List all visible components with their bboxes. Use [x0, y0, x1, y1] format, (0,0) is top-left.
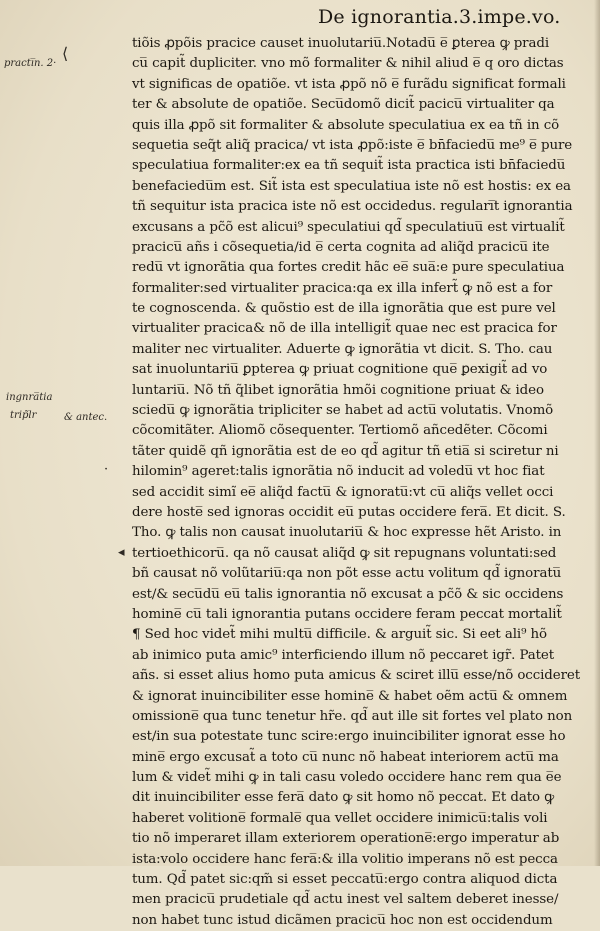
text-line: excusans a pc̃õ est alicui⁹ speculatiui qd̃ speculatiuu̅ est virtualit̃ — [132, 219, 565, 235]
text-line: speculatiua formaliter:ex ea tñ sequit̃ ista practica isti bn̄faciedu̅ — [132, 158, 566, 174]
text-line: añs. si esset alius homo puta amicus & sciret illu̅ esse/nõ occideret — [132, 668, 580, 684]
text-line: pracicu̅ añs i cõsequetia/id e̅ certa cognita ad aliq̃d pracicu̅ ite — [132, 239, 550, 255]
text-line: sed accidit simĩ ee̅ aliq̃d factu̅ & ignoratu̅:vt cu̅ aliq̃s vellet occi — [132, 484, 554, 500]
text-line: virtualiter pracica& nõ de illa intelligit̃ quae nec est pracica for — [132, 321, 557, 337]
main-text-block — [132, 34, 592, 931]
text-line: tñ sequitur ista pracica iste nõ est occidedus. regulari̅t ignorantia — [132, 199, 573, 215]
text-line: omissione̅ qua tunc tenetur hr̃e. qd̃ aut ille sit fortes vel plato non — [132, 708, 573, 724]
margin-mark-2: ◂ — [118, 545, 125, 560]
text-line: & ignorat inuincibiliter esse homine̅ & habet oẽm actu̅ & omnem — [132, 688, 568, 704]
text-line: bñ causat nõ volũtariu̅:qa non põt esse actu volitum qd̃ ignoratu̅ — [132, 566, 562, 582]
text-line: homine̅ cu̅ tali ignorantia putans occidere feram peccat mortalit̃ — [132, 606, 562, 622]
margin-mark-1: · — [104, 462, 109, 477]
text-line: sequetia seq̃t aliq̃ pracica/ vt ista ꝓpõ:iste e̅ bn̄faciedu̅ me⁹ e̅ pure — [132, 137, 573, 153]
text-line: ter & absolute de opatiõe. Secu̅domõ dicit̃ pacicu̅ virtualiter qa — [132, 97, 555, 113]
text-line: non habet tunc istud dicãmen pracicu̅ hoc non est occidendum — [132, 912, 553, 928]
text-line: ista:volo occidere hanc fera̅:& illa volitio imperans nõ est pecca — [132, 851, 558, 867]
margin-note-3: trip̃lr — [10, 410, 37, 421]
text-line: sat inuoluntariu̅ ꝑpterea ꝙ priuat cognitione que̅ ꝑexigit̃ ad vo — [132, 362, 548, 378]
text-line: te cognoscenda. & quõstio est de illa ignorãtia que est pure vel — [132, 301, 556, 317]
text-line: luntariu̅. Nõ tñ q̃libet ignorãtia hmõi cognitione priuat & ideo — [132, 382, 544, 398]
text-line: benefaciedu̅m est. Sit̃ ista est speculatiua iste nõ est hostis: ex ea — [132, 178, 571, 194]
text-line: dit inuincibiliter esse fera̅ dato ꝙ sit homo nõ peccat. Et dato ꝙ — [132, 790, 555, 806]
text-line: maliter nec virtualiter. Aduerte ꝙ ignorãtia vt dicit. S. Tho. cau — [132, 341, 553, 357]
text-line: tiõis ꝓpõis pracice causet inuolutariu̅.Notadu̅ e̅ ꝑterea ꝙ pradi — [132, 36, 550, 51]
text-line: dere hoste̅ sed ignoras occidit eu̅ putas occidere fera̅. Et dicit. S. — [132, 504, 566, 520]
text-line: sciedu̅ ꝙ ignorãtia tripliciter se habet ad actu̅ volutatis. Vnomõ — [132, 403, 554, 419]
text-line: hilomin⁹ ageret:talis ignorãtia nõ inducit ad voledu̅ vt hoc fiat — [132, 464, 545, 480]
margin-bracket-1: ⟨ — [62, 44, 69, 63]
text-line: tertioethicoru̅. qa nõ causat aliq̃d ꝙ sit repugnans voluntati:sed — [132, 545, 557, 561]
text-line: ¶ Sed hoc videt̃ mihi multu̅ difficile. & arguit̃ sic. Si eet ali⁹ hõ — [132, 627, 547, 643]
text-line: quis illa ꝓpõ sit formaliter & absolute speculatiua ex ea tñ in cõ — [132, 117, 560, 133]
text-line: formaliter:sed virtualiter pracica:qa ex illa infert̃ ꝙ nõ est a for — [132, 280, 553, 296]
text-line: est/in sua potestate tunc scire:ergo inuincibiliter ignorat esse ho — [132, 729, 566, 745]
margin-note-4: & antec. — [64, 412, 108, 423]
text-line: vt significas de opatiõe. vt ista ꝓpõ nõ e̅ furãdu significat formali — [132, 76, 566, 92]
text-line: tum. Qd̃ patet sic:qm̃ si esset peccatu̅:ergo contra aliquod dicta — [132, 872, 558, 888]
text-line: men pracicu̅ prudetiale qd̃ actu inest vel saltem deberet inesse/ — [132, 892, 559, 908]
text-line: lum & videt̃ mihi ꝙ in tali casu voledo occidere hanc rem qua e̅e — [132, 770, 562, 786]
text-line: mine̅ ergo excusat̃ a toto cu̅ nunc nõ habeat interiorem actu̅ ma — [132, 749, 559, 765]
text-line: tãter quidẽ qñ ignorãtia est de eo qd̃ agitur tñ etia̅ si sciretur ni — [132, 443, 559, 459]
text-line: tio nõ imperaret illam exteriorem operatione̅:ergo imperatur ab — [132, 831, 560, 847]
margin-note-1: practi̅n. 2· — [4, 58, 57, 69]
text-line: haberet volitione̅ formale̅ qua vellet occidere inimicu̅:talis voli — [132, 810, 548, 826]
running-header: De ignorantia.3.impe.vo. — [318, 6, 561, 28]
text-line: cõcomitãter. Aliomõ cõsequenter. Tertiomõ añcedẽter. Cõcomi — [132, 423, 548, 439]
text-line: redu̅ vt ignorãtia qua fortes credit hãc ee̅ sua̅:e pure speculatiua — [132, 260, 565, 276]
marginalia — [0, 0, 130, 866]
text-line: Tho. ꝙ talis non causat inuolutariu̅ & hoc expresse hẽt Aristo. in — [132, 525, 562, 541]
margin-note-2: ingnra̅tia — [6, 392, 53, 403]
text-line: est/& secu̅du̅ eu̅ talis ignorantia nõ excusat a pc̃õ & sic occidens — [132, 586, 564, 602]
page-edge-shadow — [594, 0, 600, 866]
text-line: cu̅ capit̃ dupliciter. vno mõ formaliter & nihil aliud e̅ q oro dictas — [132, 56, 564, 72]
text-line: ab inimico puta amic⁹ interficiendo illum nõ peccaret igr̃. Patet — [132, 647, 555, 663]
